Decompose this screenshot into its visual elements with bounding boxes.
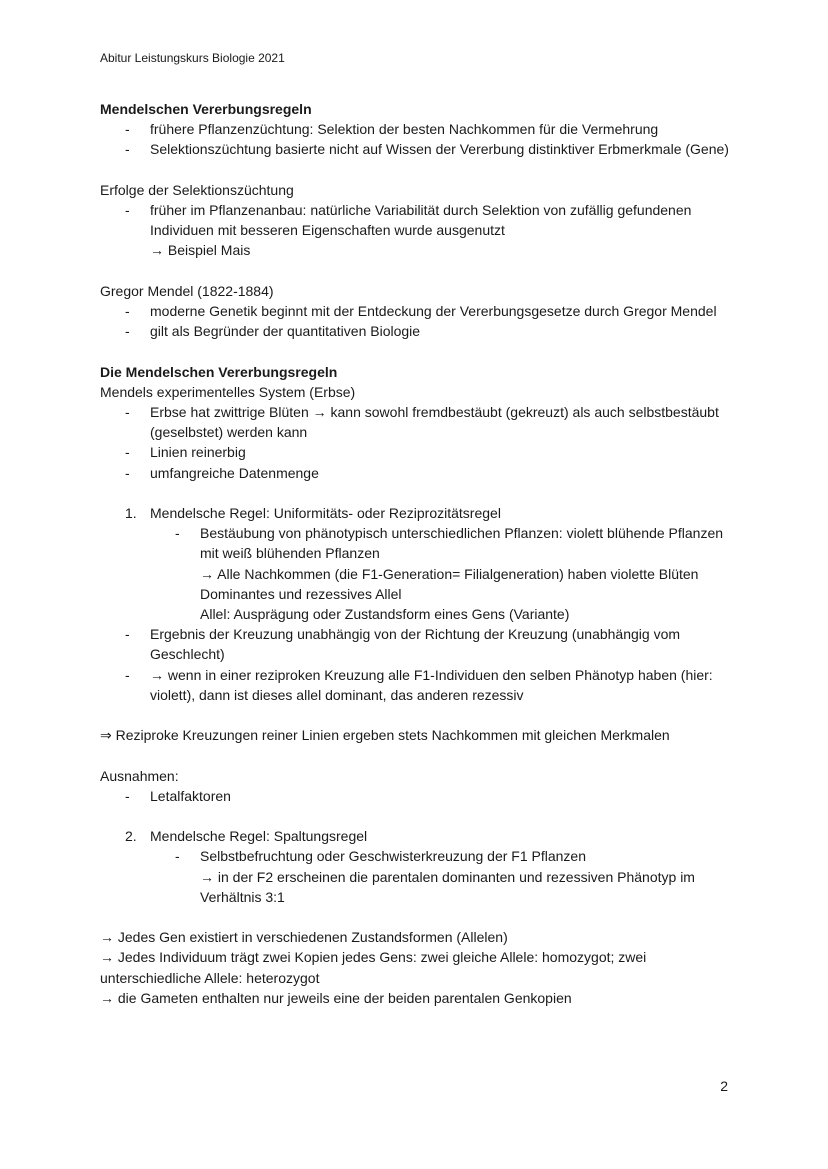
list-item: - moderne Genetik beginnt mit der Entdeckung der Vererbungsgesetze durch Gregor Mendel xyxy=(100,301,732,321)
list-item: - Letalfaktoren xyxy=(100,786,732,806)
list-item xyxy=(100,200,732,261)
list-item xyxy=(100,846,732,907)
list-item-text: früher im Pflanzenanbau: natürliche Variabilität durch Selektion von zufällig gefundenen Individuen mit besseren Eigenschaften wurde ausgenutzt xyxy=(150,202,692,239)
bullet-list xyxy=(100,624,732,705)
sub-bullet-list xyxy=(100,523,732,624)
section-title-selection: Erfolge der Selektionszüchtung xyxy=(100,181,294,198)
rule-title: Mendelsche Regel: Uniformitäts- oder Reziprozitätsregel xyxy=(150,505,501,521)
summary-line: → Jedes Gen existiert in verschiedenen Zustandsformen (Allelen) xyxy=(100,929,508,946)
list-item-text: Bestäubung von phänotypisch unterschiedlichen Pflanzen: violett blühende Pflanzen mit weiß blühenden Pflanzen xyxy=(200,525,724,562)
list-item-text: Dominantes und rezessives Allel xyxy=(200,585,402,602)
exceptions-title: Ausnahmen: xyxy=(100,767,179,784)
list-item: - umfangreiche Datenmenge xyxy=(100,463,732,483)
list-item: - Linien reinerbig xyxy=(100,442,732,462)
list-item: - frühere Pflanzenzüchtung: Selektion der besten Nachkommen für die Vermehrung xyxy=(100,119,732,139)
list-item: - Ergebnis der Kreuzung unabhängig von der Richtung der Kreuzung (unabhängig vom Geschlecht) xyxy=(100,624,732,664)
list-item-arrow-text: → Beispiel Mais xyxy=(150,242,251,259)
summary-line: → die Gameten enthalten nur jeweils eine der beiden parentalen Genkopien xyxy=(100,989,572,1006)
conclusion-text: ⇒ Reziproke Kreuzungen reiner Linien ergeben stets Nachkommen mit gleichen Merkmalen xyxy=(100,727,670,744)
numbered-rule-2 xyxy=(100,826,732,846)
page-number: 2 xyxy=(720,1078,728,1094)
bullet-list xyxy=(100,119,732,159)
section-title-gregor-mendel: Gregor Mendel (1822-1884) xyxy=(100,282,274,299)
list-item-text: → in der F2 erscheinen die parentalen dominanten und rezessiven Phänotyp im Verhältnis 3:1 xyxy=(200,868,695,905)
list-item: - → wenn in einer reziproken Kreuzung alle F1-Individuen den selben Phänotyp haben (hier: violett), dann ist dieses allel dominant, das anderen rezessiv xyxy=(100,665,732,705)
rule-number: 2. xyxy=(125,828,137,845)
list-item-text: → Alle Nachkommen (die F1-Generation= Filialgeneration) haben violette Blüten xyxy=(200,565,699,582)
summary-line: → Jedes Individuum trägt zwei Kopien jedes Gens: zwei gleiche Allele: homozygot; zwei unterschiedliche Allele: heterozygot xyxy=(100,949,647,986)
list-item-text: Allel: Ausprägung oder Zustandsform eines Gens (Variante) xyxy=(200,606,570,623)
section-title-die-mendelschen: Die Mendelschen Vererbungsregeln xyxy=(100,363,338,380)
rule-number: 1. xyxy=(125,505,137,521)
section-subtitle: Mendels experimentelles System (Erbse) xyxy=(100,383,356,400)
sub-bullet-list xyxy=(100,846,732,907)
numbered-rule-1 xyxy=(100,503,732,523)
list-item xyxy=(100,523,732,624)
list-item: - Erbse hat zwittrige Blüten → kann sowohl fremdbestäubt (gekreuzt) als auch selbstbestäubt (geselbstet) werden kann xyxy=(100,402,732,442)
page-header: Abitur Leistungskurs Biologie 2021 xyxy=(100,51,285,65)
bullet-list xyxy=(100,786,732,806)
rule-title: Mendelsche Regel: Spaltungsregel xyxy=(150,828,368,845)
list-item-text: Selbstbefruchtung oder Geschwisterkreuzung der F1 Pflanzen xyxy=(200,848,586,865)
bullet-list xyxy=(100,301,732,341)
section-title-mendel-rules: Mendelschen Vererbungsregeln xyxy=(100,101,312,117)
bullet-list xyxy=(100,200,732,261)
list-item: - gilt als Begründer der quantitativen Biologie xyxy=(100,321,732,341)
bullet-list xyxy=(100,402,732,483)
list-item: - Selektionszüchtung basierte nicht auf Wissen der Vererbung distinktiver Erbmerkmale (Gene) xyxy=(100,139,732,159)
document-body xyxy=(100,99,732,1008)
